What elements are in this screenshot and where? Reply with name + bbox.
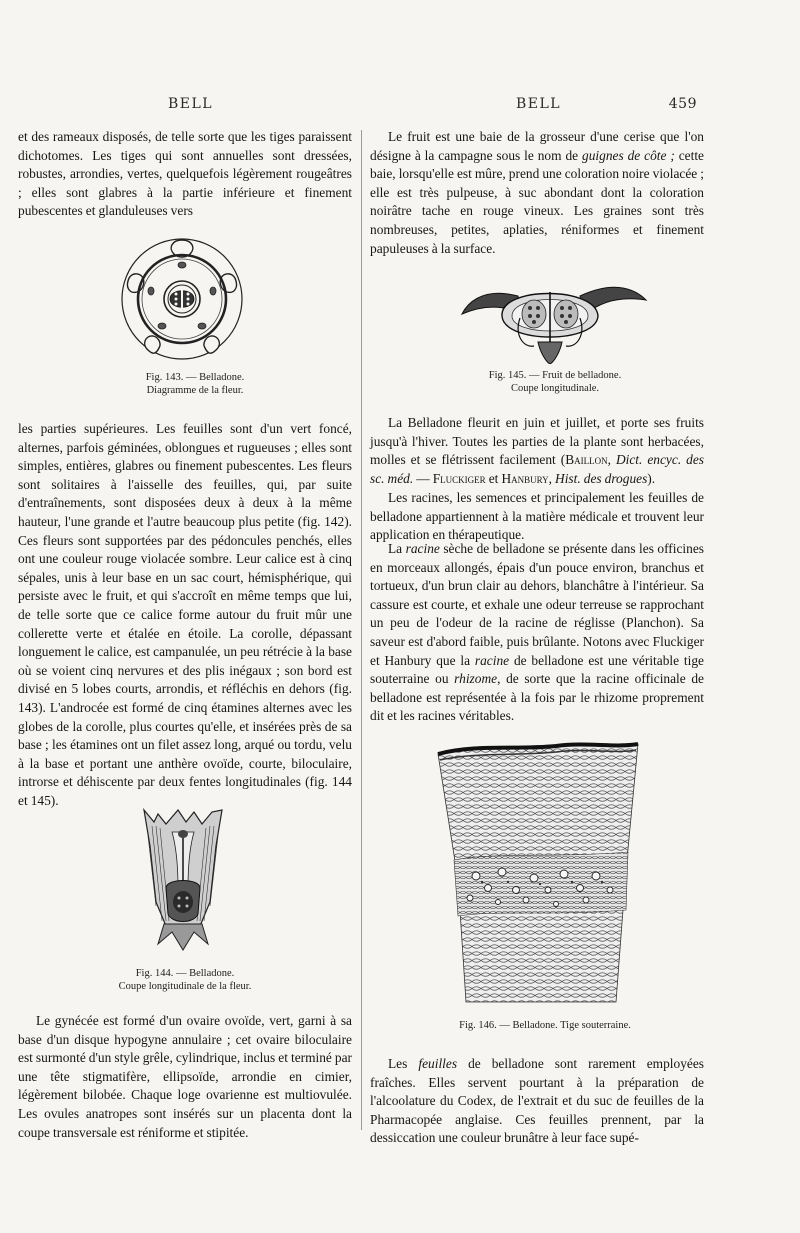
right-paragraph-4: La racine sèche de belladone se présente dans les officines en morceaux allongés, épais d'un pouce environ, branchus et tortueux, d'un brun clair au dehors, blanchâtre à l'intérieur. Sa cassure est courte, et exhale une odeur terreuse se rapprochant un peu de l'odeur de la racine de réglisse (Planchon). Sa saveur est d'abord faible, puis brûlante. Notons avec Fluckiger et Hanbury que la racine de belladone est une véritable tige souterraine ou rhizome, de sorte que la racine officinale de belladone est représentée à la fois par le rhizome proprement dit et les racines véritables. (370, 541, 704, 724)
page-number: 459 (668, 96, 697, 112)
right-paragraph-1: Le fruit est une baie de la grosseur d'une cerise que l'on désigne à la campagne sous le nom de guignes de côte ; cette baie, lorsqu'elle est mûre, prend une coloration noire violacée ; elle est très pulpeuse, à suc abondant dont la coloration noirâtre tache en rouge vineux. Les graines sont très nombreuses, petites, aplaties, réniformes et finement papuleuses à la surface. (370, 129, 704, 256)
figure-144-flower-section (138, 806, 228, 956)
left-paragraph-1: et des rameaux disposés, de telle sorte que les tiges paraissent dichotomes. Les tiges qui sont annuelles sont dressées, robustes, arrondies, vertes, quelquefois légèrement rougeâtres ; elles sont glabres à la partie inférieure et finement pubescentes et glanduleuses vers (18, 129, 352, 219)
left-paragraph-2: les parties supérieures. Les feuilles sont d'un vert foncé, alternes, parfois géminées, oblongues et rugueuses ; elles sont simples, entières, glabres ou finement pubescentes. Les fleurs sont solitaires à l'aisselle des feuilles, qui, par suite d'entraînements, sont disposées deux à deux à la même hauteur, l'une grande et l'autre beaucoup plus petite (fig. 142). Ces fleurs sont supportées par des pédoncules penchés, elles ont une couleur rouge violacée sombre. Leur calice est à cinq sépales, unis à leur base en un sac court, hémisphérique, qui persiste avec le fruit, et qui s'accroît en même temps que lui, de telle sorte que ce calice forme autour du fruit mûr une collerette verte et étalée en étoile. La corolle, dépassant longuement le calice, est campanulée, un peu rétrécie à la base où se voient cinq nervures et des plis inégaux ; son bord est divisé en 5 lobes courts, arrondis, et réfléchis en dehors (fig. 143). L'androcée est formé de cinq étamines alternes avec les globes de la corolle, plus courtes qu'elle, et insérées près de sa base ; les étamines ont un filet assez long, arqué ou tordu, velu à la base et portant une anthère ovoïde, courte, biloculaire, introrse et déhiscente par deux fentes longitudinales (fig. 144 et 145). (18, 421, 352, 808)
figure-143-floral-diagram (120, 236, 244, 362)
figure-143-caption: Fig. 143. — Belladone. Diagramme de la fleur. (145, 372, 245, 396)
figure-144-caption: Fig. 144. — Belladone. Coupe longitudinale de la fleur. (118, 968, 252, 992)
figure-145-caption: Fig. 145. — Fruit de belladone. Coupe longitudinale. (488, 370, 622, 394)
right-paragraph-5: Les feuilles de belladone sont rarement employées fraîches. Elles servent pourtant à la préparation de l'alcoolature du Codex, de l'extrait et du suc de feuilles de la Pharmacopée anglaise. Ces feuilles prennent, par la dessiccation une couleur brunâtre à leur face supé- (370, 1056, 704, 1146)
running-head-left: BELL (168, 96, 214, 112)
column-divider (361, 130, 362, 1130)
figure-146-caption: Fig. 146. — Belladone. Tige souterraine. (459, 1020, 631, 1031)
figure-146-rhizome-section (436, 740, 640, 1006)
running-head-center: BELL (516, 96, 562, 112)
figure-145-fruit-section (460, 256, 648, 364)
left-paragraph-3: Le gynécée est formé d'un ovaire ovoïde, vert, garni à sa base d'un disque hypogyne annulaire ; cet ovaire biloculaire est surmonté d'un style grêle, cylindrique, inclus et terminé par une tête stigmatifère, ellipsoïde, arrondie en cimier, légèrement bilobée. Chaque loge ovarienne est multiovulée. Les ovules anatropes sont insérés sur un placenta dont la coupe transversale est réniforme et stipitée. (18, 1013, 353, 1140)
right-paragraph-2: La Belladone fleurit en juin et juillet, et porte ses fruits jusqu'à l'hiver. Toutes les parties de la plante sont herbacées, molles et se flétrissent facilement (Baillon, Dict. encyc. des sc. méd. — Fluckiger et Hanbury, Hist. des drogues). (370, 415, 704, 486)
right-paragraph-3: Les racines, les semences et principalement les feuilles de belladone appartiennent à la matière médicale et trouvent leur application en thérapeutique. (370, 490, 704, 543)
